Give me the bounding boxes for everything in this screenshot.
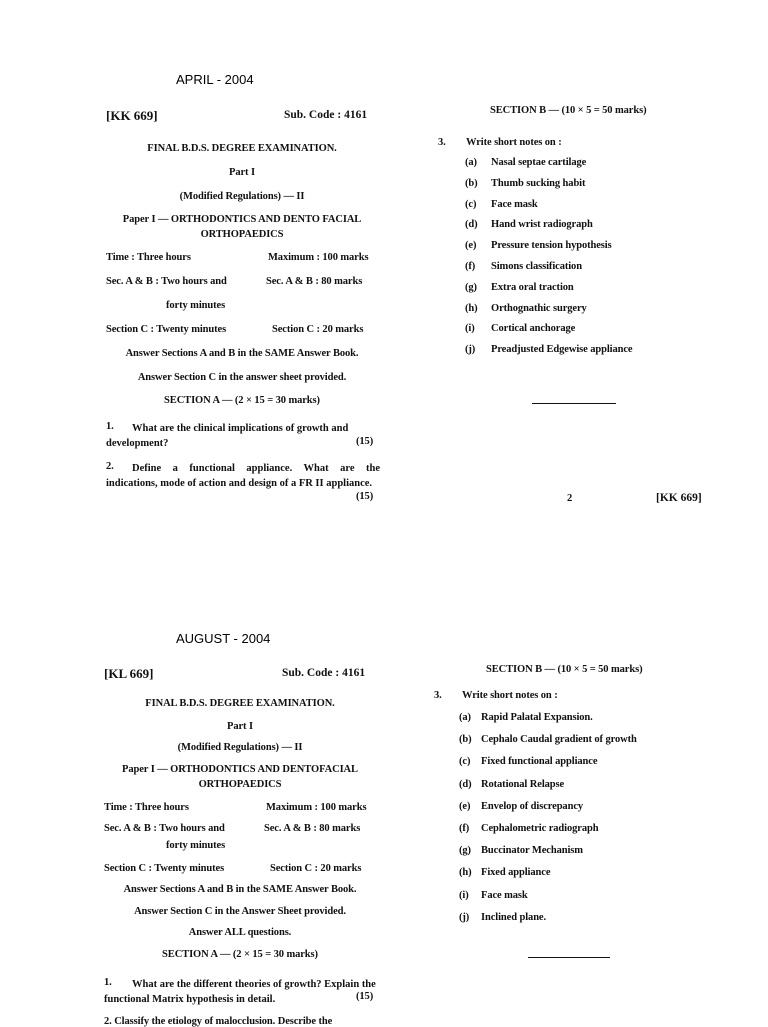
short-note-item (465, 323, 575, 334)
short-note-text: Simons classification (491, 261, 582, 272)
short-note-letter: (c) (459, 756, 471, 768)
short-note-letter: (f) (459, 823, 470, 834)
short-note-letter: (a) (465, 157, 477, 168)
sec-ab-time: Sec. A & B : Two hours and (104, 823, 225, 834)
exam-code: [KK 669] (106, 108, 158, 123)
exam-part: Part I (227, 721, 253, 732)
short-note-item (465, 261, 582, 272)
short-note-letter: (h) (459, 867, 472, 879)
short-note-item (465, 199, 538, 210)
exam-title: FINAL B.D.S. DEGREE EXAMINATION. (145, 698, 335, 709)
sec-c-marks: Section C : 20 marks (270, 863, 362, 874)
question-3-title: Write short notes on : (462, 690, 558, 701)
short-note-text: Preadjusted Edgewise appliance (491, 344, 633, 356)
short-note-text: Nasal septae cartilage (491, 157, 587, 168)
short-note-text: Cephalo Caudal gradient of growth (481, 734, 637, 746)
short-note-text: Cephalometric radiograph (481, 823, 599, 834)
short-note-letter: (g) (465, 281, 477, 293)
short-note-text: Extra oral traction (491, 281, 574, 293)
short-note-text: Buccinator Mechanism (481, 845, 583, 857)
question-2-partial: 2. Classify the etiology of malocclusion. Describe the (104, 1016, 333, 1027)
sec-ab-time-cont: forty minutes (166, 840, 226, 851)
short-note-item (459, 712, 593, 723)
instruction-2: Answer Section C in the Answer Sheet provided. (134, 906, 346, 917)
instruction-1: Answer Sections A and B in the SAME Answer Book. (123, 884, 357, 895)
short-note-text: Envelop of discrepancy (481, 800, 584, 812)
short-note-letter: (d) (465, 219, 478, 231)
question-3-number: 3. (438, 137, 446, 148)
exam-regulations: (Modified Regulations) — II (177, 742, 303, 753)
sec-ab-marks: Sec. A & B : 80 marks (264, 823, 361, 834)
short-note-text: Face mask (491, 198, 538, 210)
short-note-letter: (b) (459, 734, 472, 746)
sub-code: Sub. Code : 4161 (282, 667, 366, 679)
short-note-text: Thumb sucking habit (491, 177, 586, 189)
paper-subject-line1: Paper I — ORTHODONTICS AND DENTOFACIAL (122, 764, 358, 775)
time-label: Time : Three hours (106, 252, 191, 263)
question-2-number: 2. (106, 461, 114, 472)
sec-ab-marks: Sec. A & B : 80 marks (266, 276, 363, 287)
short-note-item (465, 219, 593, 230)
question-3-number: 3. (434, 690, 442, 701)
short-note-item (465, 303, 587, 314)
sec-ab-time-cont: forty minutes (166, 300, 226, 311)
footer-exam-code: [KK 669] (656, 492, 702, 504)
divider-line (528, 957, 610, 958)
sub-code: Sub. Code : 4161 (284, 109, 368, 121)
short-note-item (459, 890, 528, 901)
sec-c-time: Section C : Twenty minutes (106, 324, 227, 335)
short-note-text: Fixed functional appliance (481, 756, 598, 768)
short-note-item (465, 240, 612, 251)
short-note-letter: (c) (465, 198, 477, 210)
short-note-letter: (i) (459, 889, 469, 901)
short-note-item (465, 178, 585, 189)
short-note-item (459, 823, 598, 834)
section-a-heading: SECTION A — (2 × 15 = 30 marks) (162, 949, 318, 960)
question-1-text: What are the different theories of growth? Explain the functional Matrix hypothesis in detail. (104, 979, 376, 1005)
short-note-text: Rotational Relapse (481, 778, 565, 790)
short-note-item (459, 912, 546, 923)
time-label: Time : Three hours (104, 802, 189, 813)
short-note-letter: (j) (465, 344, 476, 356)
paper-subject-line1: Paper I — ORTHODONTICS AND DENTO FACIAL (122, 214, 362, 225)
short-note-letter: (d) (459, 778, 472, 790)
max-marks: Maximum : 100 marks (266, 802, 367, 813)
short-note-text: Cortical anchorage (491, 323, 576, 335)
short-note-letter: (b) (465, 177, 478, 189)
short-note-letter: (e) (465, 240, 477, 252)
question-1-marks: (15) (356, 991, 374, 1002)
short-note-item (459, 734, 637, 745)
short-note-text: Pressure tension hypothesis (491, 240, 612, 252)
question-1-marks: (15) (356, 436, 374, 447)
exam-month-label: APRIL - 2004 (176, 72, 254, 87)
short-note-letter: (a) (459, 712, 471, 723)
divider-line (532, 403, 616, 404)
short-note-letter: (g) (459, 845, 471, 857)
exam-part: Part I (229, 167, 255, 178)
question-1-text: What are the clinical implications of growth and development? (106, 423, 349, 449)
short-note-item (465, 282, 574, 293)
short-note-letter: (f) (465, 261, 476, 272)
short-note-text: Orthognathic surgery (491, 302, 587, 314)
short-note-letter: (e) (459, 800, 471, 812)
short-note-letter: (j) (459, 911, 470, 923)
short-note-item (459, 867, 550, 878)
question-2-marks: (15) (356, 491, 374, 502)
instruction-3: Answer ALL questions. (188, 927, 292, 938)
exam-regulations: (Modified Regulations) — II (179, 191, 305, 202)
page-number: 2 (567, 493, 573, 504)
question-3-title: Write short notes on : (466, 137, 562, 148)
short-note-text: Rapid Palatal Expansion. (481, 712, 593, 723)
short-note-text: Inclined plane. (481, 911, 547, 923)
exam-code: [KL 669] (104, 666, 154, 681)
short-note-item (459, 801, 583, 812)
instruction-1: Answer Sections A and B in the SAME Answer Book. (125, 348, 359, 359)
exam-title: FINAL B.D.S. DEGREE EXAMINATION. (147, 143, 337, 154)
paper-subject-line2: ORTHOPAEDICS (198, 779, 282, 790)
short-note-item (465, 344, 632, 355)
short-note-letter: (h) (465, 302, 478, 314)
exam-month-label: AUGUST - 2004 (176, 631, 271, 646)
sec-ab-time: Sec. A & B : Two hours and (106, 276, 227, 287)
short-note-item (459, 779, 564, 790)
short-note-text: Face mask (481, 889, 528, 901)
sec-c-marks: Section C : 20 marks (272, 324, 364, 335)
paper-subject-line2: ORTHOPAEDICS (200, 229, 284, 240)
short-note-item (465, 157, 586, 168)
section-b-heading: SECTION B — (10 × 5 = 50 marks) (490, 105, 647, 116)
section-b-heading: SECTION B — (10 × 5 = 50 marks) (486, 664, 643, 675)
short-note-text: Fixed appliance (481, 867, 551, 879)
sec-c-time: Section C : Twenty minutes (104, 863, 225, 874)
question-1-number: 1. (106, 421, 114, 432)
instruction-2: Answer Section C in the answer sheet provided. (137, 372, 347, 383)
question-1-number: 1. (104, 977, 112, 988)
short-note-item (459, 756, 597, 767)
short-note-item (459, 845, 583, 856)
question-2-text: Define a functional appliance. What are the indications, mode of action and design of a FR II appliance. (106, 463, 380, 489)
short-note-text: Hand wrist radiograph (491, 219, 593, 231)
section-a-heading: SECTION A — (2 × 15 = 30 marks) (164, 395, 320, 406)
short-note-letter: (i) (465, 323, 475, 335)
max-marks: Maximum : 100 marks (268, 252, 369, 263)
